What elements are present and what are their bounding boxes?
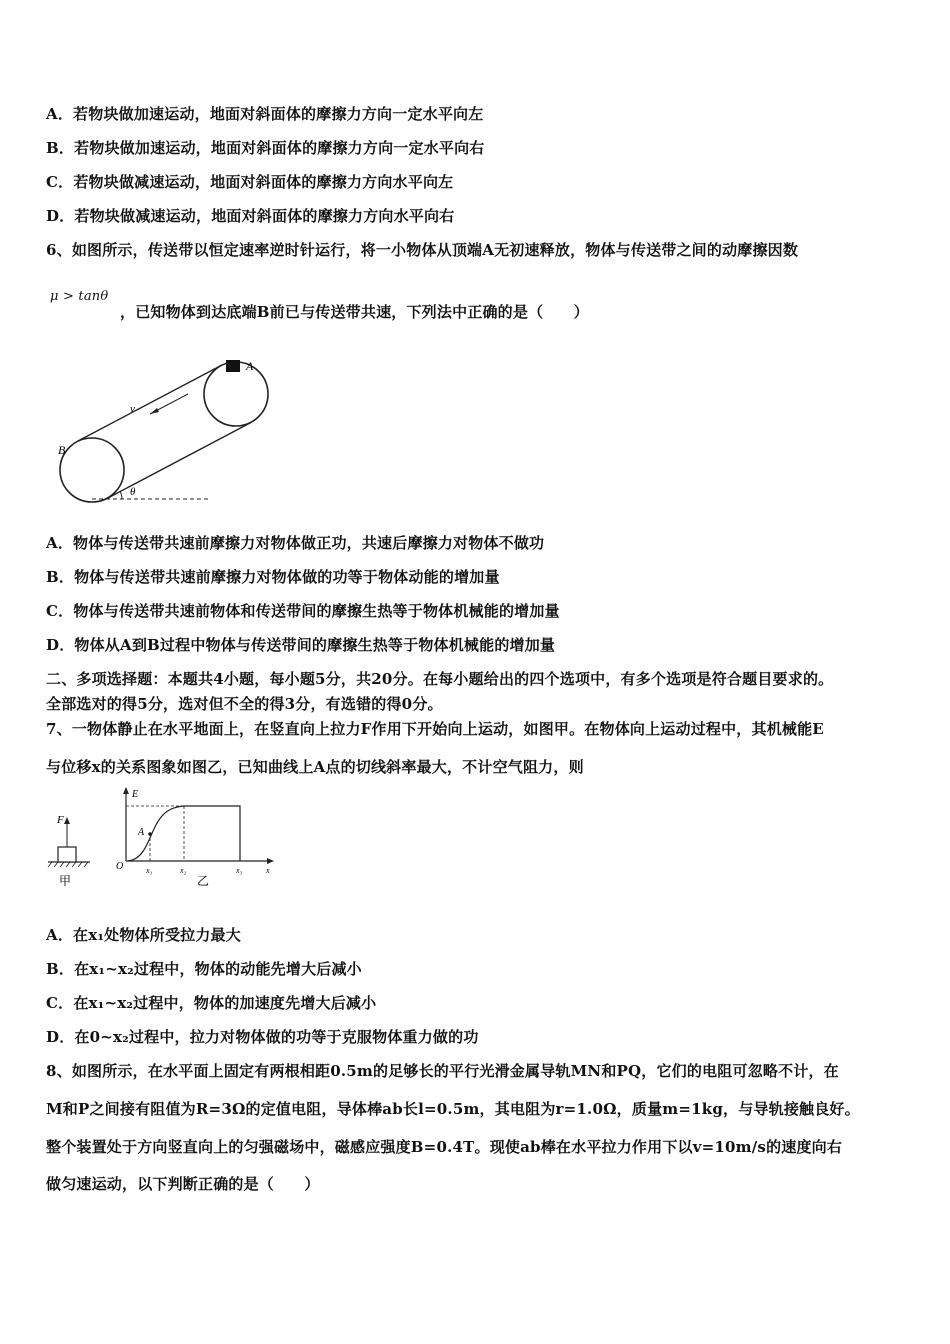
figure-yi [116,787,274,888]
q8-line2: M和P之间接有阻值为R=3Ω的定值电阻，导体棒ab长l=0.5m，其电阻为r=1.0Ω，质量m=1kg，与导轨接触良好。 [46,1100,860,1118]
velocity-arrowhead [150,408,159,414]
q5-option-d: D．若物块做减速运动，地面对斜面体的摩擦力方向水平向右 [46,207,455,225]
q7-stem-line2: 与位移x的关系图象如图乙，已知曲线上A点的切线斜率最大，不计空气阻力，则 [46,758,584,776]
q6-option-c: C．物体与传送带共速前物体和传送带间的摩擦生热等于物体机械能的增加量 [46,602,560,620]
theta-arc [120,491,122,499]
figure-jia [48,814,90,888]
label-o: O [116,861,124,872]
q5-option-c: C．若物块做减速运动，地面对斜面体的摩擦力方向水平向左 [46,173,454,191]
q6-option-a: A．物体与传送带共速前摩擦力对物体做正功，共速后摩擦力对物体不做功 [46,534,545,552]
label-theta: θ [130,486,136,498]
label-yi: 乙 [197,874,210,888]
label-b: B [58,443,66,457]
label-jia: 甲 [59,874,72,888]
q6-stem-line1: 6、如图所示，传送带以恒定速率逆时针运行，将一小物体从顶端A无初速释放，物体与传送带之间的动摩擦因数 [46,241,799,259]
label-x3: x₃ [236,866,243,875]
label-e: E [132,789,139,800]
q5-option-b: B．若物块做加速运动，地面对斜面体的摩擦力方向一定水平向右 [46,139,485,157]
q8-line4: 做匀速运动，以下判断正确的是（ ） [46,1175,320,1193]
block-a [226,360,240,372]
q6-formula: μ > tanθ [50,289,109,304]
label-a: A [138,827,145,838]
label-a: A [246,359,254,373]
label-f: F [57,814,64,826]
section2-line2: 全部选对的得5分，选对但不全的得3分，有选错的得0分。 [46,695,443,713]
q7-stem-line1: 7、一物体静止在水平地面上，在竖直向上拉力F作用下开始向上运动，如图甲。在物体向上运动过程中，其机械能E [46,720,824,738]
section2-line1: 二、多项选择题：本题共4小题，每小题5分，共20分。在每小题给出的四个选项中，有多个选项是符合题目要求的。 [46,670,834,688]
q7-option-a: A．在x₁处物体所受拉力最大 [46,926,241,944]
label-x: x [266,866,270,875]
q7-option-b: B．在x₁~x₂过程中，物体的动能先增大后减小 [46,960,362,978]
bottom-roller [60,438,124,502]
label-x1: x₁ [146,866,153,875]
belt-lower [106,423,250,499]
label-x2: x₂ [180,866,187,875]
conveyor-belt-figure [50,350,270,505]
q5-option-a: A．若物块做加速运动，地面对斜面体的摩擦力方向一定水平向左 [46,105,484,123]
point-a [148,832,152,836]
q8-line3: 整个装置处于方向竖直向上的匀强磁场中，磁感应强度B=0.4T。现使ab棒在水平拉力作用下以v=10m/s的速度向右 [46,1138,843,1156]
belt-upper [78,365,222,441]
q8-line1: 8、如图所示，在水平面上固定有两根相距0.5m的足够长的平行光滑金属导轨MN和PQ，它们的电阻可忽略不计，在 [46,1062,839,1080]
force-arrowhead [64,817,70,824]
q6-option-b: B．物体与传送带共速前摩擦力对物体做的功等于物体动能的增加量 [46,568,500,586]
q7-option-d: D．在0~x₂过程中，拉力对物体做的功等于克服物体重力做的功 [46,1028,479,1046]
q6-stem-line2: ，已知物体到达底端B前已与传送带共速，下列法中正确的是（ ） [120,303,589,321]
block [58,847,76,862]
q6-option-d: D．物体从A到B过程中物体与传送带间的摩擦生热等于物体机械能的增加量 [46,636,556,654]
q7-figure [44,785,284,895]
label-v: v [130,403,135,415]
q7-option-c: C．在x₁~x₂过程中，物体的加速度先增大后减小 [46,994,377,1012]
